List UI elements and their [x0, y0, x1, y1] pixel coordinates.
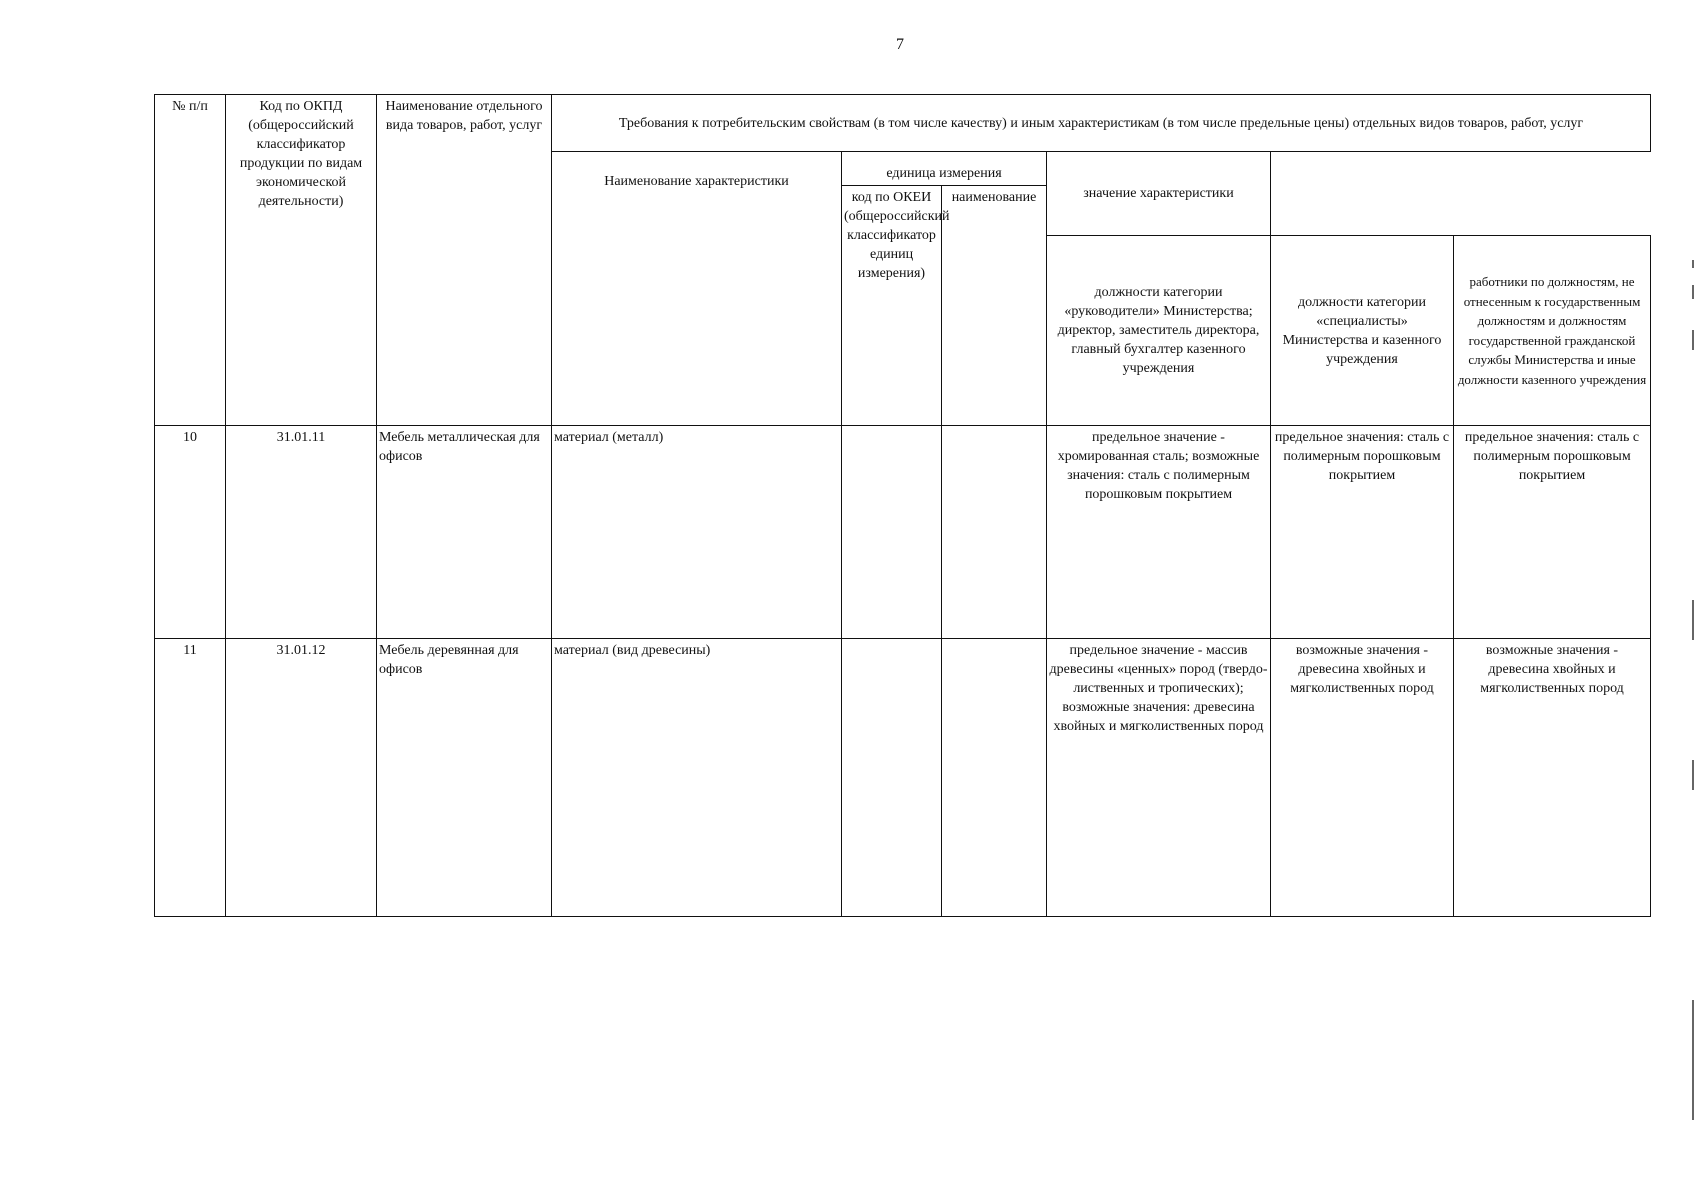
row-num: 11 — [155, 639, 226, 917]
header-requirements: Требования к потребительским свойствам (в том числе качеству) и иным характеристикам (в том числе предельные цены) отдельных видов товаров, работ, услуг — [552, 95, 1651, 152]
row-characteristic: материал (вид древесины) — [552, 639, 842, 917]
row-value-specialists: предельное значения: сталь с полимерным порошковым покрытием — [1271, 426, 1454, 639]
row-value-workers: предельное значения: сталь с полимерным порошковым покрытием — [1454, 426, 1651, 639]
row-item-name: Мебель деревянная для офисов — [377, 639, 552, 917]
header-category-leaders: должности категории «руководители» Министерства; директор, заместитель директора, главный бухгалтер казенного учреждения — [1047, 236, 1271, 426]
header-item-name: Наименование отдельного вида товаров, работ, услуг — [377, 95, 552, 426]
row-item-name: Мебель металлическая для офисов — [377, 426, 552, 639]
table-row — [155, 426, 1651, 639]
row-unit-name — [942, 426, 1047, 639]
header-unit-name: наименование — [942, 186, 1047, 426]
row-value-leaders: предельное значение - массив древесины «ценных» пород (твердо-лиственных и тропических); возможные значения: древесина хвойных и мягколиственных пород — [1047, 639, 1271, 917]
row-value-specialists: возможные значения - древесина хвойных и мягколиственных пород — [1271, 639, 1454, 917]
row-num: 10 — [155, 426, 226, 639]
header-characteristic-name: Наименование характеристики — [552, 152, 842, 426]
row-value-workers: возможные значения - древесина хвойных и мягколиственных пород — [1454, 639, 1651, 917]
header-num: № п/п — [155, 95, 226, 426]
row-okpd-code: 31.01.11 — [226, 426, 377, 639]
header-unit-code: код по ОКЕИ (общероссийский классификатор единиц измерения) — [842, 186, 942, 426]
table-row — [155, 639, 1651, 917]
header-unit: единица измерения — [842, 152, 1047, 186]
row-characteristic: материал (металл) — [552, 426, 842, 639]
row-value-leaders: предельное значение - хромированная сталь; возможные значения: сталь с полимерным порошковым покрытием — [1047, 426, 1271, 639]
scan-edge-marks — [1686, 0, 1696, 1200]
requirements-table — [154, 94, 1651, 917]
header-category-workers: работники по должностям, не отнесенным к государственным должностям и должностям государственной гражданской службы Министерства и иные должности казенного учреждения — [1454, 236, 1651, 426]
row-unit-code — [842, 426, 942, 639]
header-okpd-code: Код по ОКПД (общероссийский классификатор продукции по видам экономической деятельности) — [226, 95, 377, 426]
row-okpd-code: 31.01.12 — [226, 639, 377, 917]
header-category-specialists: должности категории «специалисты» Министерства и казенного учреждения — [1271, 236, 1454, 426]
row-unit-name — [942, 639, 1047, 917]
page-number: 7 — [896, 36, 904, 53]
header-value: значение характеристики — [1047, 152, 1271, 236]
row-unit-code — [842, 639, 942, 917]
